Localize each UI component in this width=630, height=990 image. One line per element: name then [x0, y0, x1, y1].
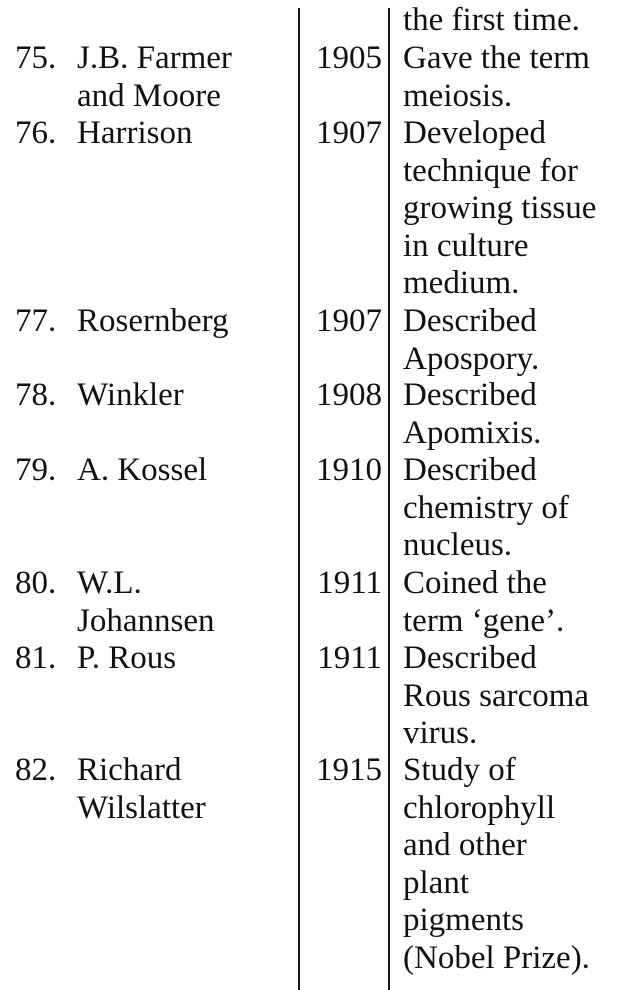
- name-line: A. Kossel: [77, 452, 208, 488]
- description-line: term ‘gene’.: [403, 602, 565, 639]
- name-line: Johannsen: [77, 602, 215, 639]
- row-number: 80.: [15, 565, 57, 601]
- description-line: Apomixis.: [403, 414, 542, 451]
- description-line: virus.: [403, 715, 478, 751]
- year-cell: 1908: [316, 377, 382, 413]
- description-line: and other: [403, 827, 527, 863]
- name-line: Rosernberg: [77, 303, 229, 339]
- year-cell: 1907: [316, 115, 382, 151]
- description-line: Described: [403, 377, 537, 413]
- row-number: 81.: [15, 640, 57, 676]
- row-number: 78.: [15, 377, 57, 413]
- scientist-name-cell: [77, 565, 292, 640]
- name-line: P. Rous: [77, 640, 177, 676]
- description-line: plant: [403, 864, 469, 901]
- row-number: 82.: [15, 752, 57, 788]
- description-line: chemistry of: [403, 489, 569, 526]
- description-line: meiosis.: [403, 77, 513, 114]
- name-line: Wilslatter: [77, 789, 206, 826]
- description-cell: [403, 2, 625, 40]
- description-line: chlorophyll: [403, 789, 556, 826]
- name-line: Harrison: [77, 115, 193, 151]
- description-line: Developed: [403, 115, 546, 151]
- row-number: 75.: [15, 40, 57, 76]
- name-line: Winkler: [77, 377, 184, 413]
- description-line: Gave the term: [403, 40, 590, 76]
- description-cell: [403, 752, 625, 977]
- description-cell: [403, 115, 625, 303]
- description-line: technique for: [403, 152, 579, 189]
- name-line: and Moore: [77, 77, 221, 114]
- scientist-name-cell: [77, 115, 292, 153]
- description-cell: [403, 40, 625, 115]
- column-divider-left: [298, 8, 300, 990]
- description-cell: [403, 640, 625, 753]
- scientist-name-cell: [77, 452, 292, 490]
- name-line: Richard: [77, 752, 182, 788]
- year-cell: 1907: [316, 303, 382, 339]
- description-cell: [403, 452, 625, 565]
- description-line: (Nobel Prize).: [403, 939, 590, 976]
- row-number: 79.: [15, 452, 57, 488]
- description-line: nucleus.: [403, 527, 513, 563]
- description-line: Apospory.: [403, 340, 540, 377]
- description-line: Study of: [403, 752, 516, 788]
- name-line: W.L.: [77, 565, 142, 601]
- year-cell: 1911: [317, 640, 382, 676]
- description-line: Described: [403, 303, 537, 339]
- description-line: Described: [403, 640, 537, 676]
- description-cell: [403, 303, 625, 378]
- row-number: 77.: [15, 303, 57, 339]
- year-cell: 1910: [316, 452, 382, 488]
- scientist-name-cell: [77, 752, 292, 827]
- description-line: Rous sarcoma: [403, 677, 590, 714]
- description-line: in culture: [403, 227, 529, 264]
- year-cell: 1911: [317, 565, 382, 601]
- scientist-name-cell: [77, 377, 292, 415]
- year-cell: 1915: [316, 752, 382, 788]
- row-number: 76.: [15, 115, 57, 151]
- scientist-name-cell: [77, 303, 292, 341]
- description-line: the first time.: [403, 2, 580, 38]
- scientist-name-cell: [77, 40, 292, 115]
- description-line: pigments: [403, 902, 524, 938]
- description-line: growing tissue: [403, 190, 597, 226]
- name-line: J.B. Farmer: [77, 40, 232, 76]
- description-line: Described: [403, 452, 537, 488]
- year-cell: 1905: [316, 40, 382, 76]
- description-cell: [403, 377, 625, 452]
- description-line: medium.: [403, 265, 520, 301]
- description-line: Coined the: [403, 565, 547, 601]
- column-divider-right: [388, 8, 390, 990]
- scientist-name-cell: [77, 640, 292, 678]
- description-cell: [403, 565, 625, 640]
